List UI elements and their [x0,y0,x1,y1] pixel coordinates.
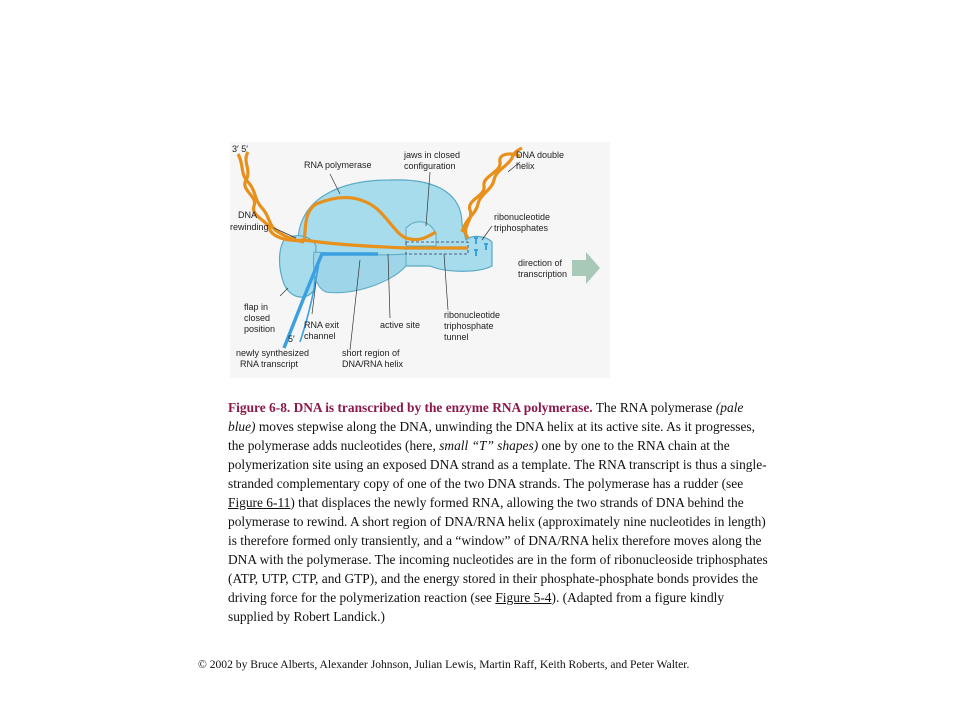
label-jaws-2: configuration [404,161,456,171]
label-tunnel-3: tunnel [444,332,469,342]
label-tunnel-1: ribonucleotide [444,310,501,320]
label-direction-1: direction of [518,258,563,268]
caption-text-1: The RNA polymerase [592,400,716,415]
caption-text-4: ) that displaces the newly formed RNA, allowing the two strands of DNA behind the polymerase to rewind. A short region of DNA/RNA helix (approximately nine nucleotides in length) is therefore formed only transiently, and a “window” of DNA/RNA helix therefore moves along the DNA with the polymerase. The incoming nucleotides are in the form of ribonucleoside triphosphates (ATP, UTP, CTP, and GTP), and the energy stored in their phosphate-phosphate bonds provides the driving force for the polymerization reaction (see [228,495,768,605]
label-rewinding-1: DNA [238,210,258,220]
label-direction-2: transcription [518,269,568,279]
diagram-svg [230,142,610,382]
label-flap-2: closed [244,313,271,323]
label-new-rna-1: newly synthesized [236,348,310,358]
caption-italic-1: (pale blue) [228,400,744,434]
label-exit-2: channel [304,331,336,341]
label-flap-1: flap in [244,302,269,312]
label-hybrid-1: short region of [342,348,400,358]
label-dna-helix-2: helix [516,161,535,171]
label-dna-helix-1: DNA double [516,150,565,160]
copyright-notice: © 2002 by Bruce Alberts, Alexander Johnson, Julian Lewis, Martin Raff, Keith Roberts, and Peter Walter. [198,658,690,671]
label-new-rna-2: RNA transcript [240,359,299,369]
label-rewinding-2: rewinding [230,222,269,232]
label-rna-polymerase: RNA polymerase [304,160,372,170]
caption-title: Figure 6-8. DNA is transcribed by the enzyme RNA polymerase. [228,400,593,415]
link-figure-6-11[interactable]: Figure 6-11 [228,495,291,510]
label-exit-1: RNA exit [304,320,340,330]
caption-text-3: one by one to the RNA chain at the polymerization site using an exposed DNA strand as a template. The RNA transcript is thus a single-stranded complementary copy of one of the two DNA strands. The polymerase has a rudder (see [228,438,767,491]
label-flap-3: position [244,324,276,334]
label-hybrid-2: DNA/RNA helix [342,359,404,369]
label-rntp-1: ribonucleotide [494,212,551,222]
label-rna-5prime: 5′ [288,334,295,344]
caption-italic-2: small “T” shapes) [439,438,539,453]
label-active-site: active site [380,320,421,330]
link-figure-5-4[interactable]: Figure 5-4 [495,590,552,605]
caption-text-5: ). (Adapted from a figure kindly supplied by Robert Landick.) [228,590,725,624]
label-tunnel-2: triphosphate [444,321,494,331]
rna-polymerase-diagram [230,142,610,382]
caption-text-2: moves stepwise along the DNA, unwinding the DNA helix at its active site. As it progresses, the polymerase adds nucleotides (here, [228,419,755,453]
figure-caption [228,398,768,626]
label-jaws-1: jaws in closed [404,150,461,160]
label-strand-ends-top: 3′ 5′ [232,144,248,154]
label-rntp-2: triphosphates [494,223,549,233]
